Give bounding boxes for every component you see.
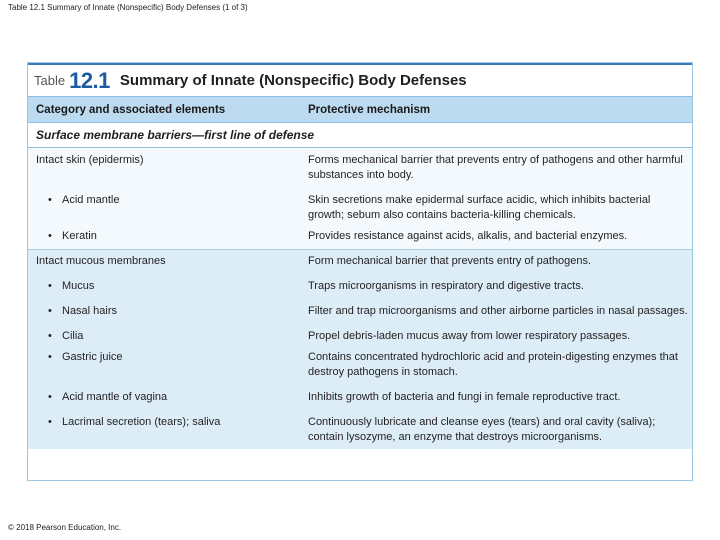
- table-row: [28, 304, 692, 319]
- element-cell: [28, 279, 308, 294]
- table-row-group: [28, 249, 692, 449]
- table-header-row: [28, 96, 692, 122]
- table-label-number: 12.1: [69, 67, 110, 93]
- mechanism-cell: Propel debris-laden mucus away from lower respiratory passages.: [308, 330, 631, 342]
- table-row: [28, 279, 692, 294]
- bullet-icon: •: [48, 416, 52, 428]
- mechanism-cell: Continuously lubricate and cleanse eyes (tears) and oral cavity (saliva); contain lysozyme, an enzyme that destroys microorganisms.: [308, 416, 656, 443]
- mechanism-cell: Provides resistance against acids, alkalis, and bacterial enzymes.: [308, 230, 628, 242]
- section-header: Surface membrane barriers—first line of defense: [28, 122, 692, 148]
- bullet-icon: •: [48, 230, 52, 242]
- element-cell: [28, 415, 308, 445]
- element-cell: [28, 229, 308, 244]
- element-label: Keratin: [62, 230, 97, 242]
- element-cell: [28, 329, 308, 344]
- column-header-category: Category and associated elements: [36, 103, 226, 116]
- table-body: [28, 148, 692, 449]
- mechanism-cell: Filter and trap microorganisms and other airborne particles in nasal passages.: [308, 305, 688, 317]
- table-row: [28, 229, 692, 244]
- mechanism-cell: Inhibits growth of bacteria and fungi in female reproductive tract.: [308, 391, 621, 403]
- element-label: Mucus: [62, 280, 95, 292]
- mechanism-cell: Traps microorganisms in respiratory and digestive tracts.: [308, 280, 584, 292]
- mechanism-cell: Form mechanical barrier that prevents entry of pathogens.: [308, 255, 592, 267]
- element-label: Lacrimal secretion (tears); saliva: [62, 416, 221, 428]
- element-label: Nasal hairs: [62, 305, 118, 317]
- bullet-icon: •: [48, 351, 52, 363]
- table-row: [28, 193, 692, 223]
- table-title-bar: [28, 63, 692, 96]
- element-label: Acid mantle of vagina: [62, 391, 168, 403]
- column-header-mechanism: Protective mechanism: [308, 103, 431, 116]
- copyright-notice: © 2018 Pearson Education, Inc.: [8, 523, 122, 532]
- element-label: Acid mantle: [62, 194, 120, 206]
- element-label: Cilia: [62, 330, 84, 342]
- element-label: Intact skin (epidermis): [36, 154, 144, 166]
- element-cell: [28, 350, 308, 380]
- summary-table: [27, 62, 693, 481]
- element-label: Gastric juice: [62, 351, 123, 363]
- table-row: [28, 390, 692, 405]
- table-row: [28, 254, 692, 269]
- table-row-group: [28, 148, 692, 249]
- element-label: Intact mucous membranes: [36, 255, 166, 267]
- element-cell: [28, 153, 308, 183]
- bullet-icon: •: [48, 305, 52, 317]
- bullet-icon: •: [48, 280, 52, 292]
- table-title: Summary of Innate (Nonspecific) Body Defenses: [119, 72, 467, 89]
- table-row: [28, 350, 692, 380]
- table-row: [28, 153, 692, 183]
- bullet-icon: •: [48, 194, 52, 206]
- table-label-word: Table: [34, 73, 66, 88]
- mechanism-cell: Contains concentrated hydrochloric acid and protein-digesting enzymes that destroy pathogens in stomach.: [308, 351, 678, 378]
- bullet-icon: •: [48, 330, 52, 342]
- element-cell: [28, 304, 308, 319]
- element-cell: [28, 193, 308, 223]
- table-row: [28, 415, 692, 445]
- element-cell: [28, 254, 308, 269]
- table-row: [28, 329, 692, 344]
- element-cell: [28, 390, 308, 405]
- mechanism-cell: Skin secretions make epidermal surface acidic, which inhibits bacterial growth; sebum also contains bacteria-killing chemicals.: [308, 194, 651, 221]
- slide-title: Table 12.1 Summary of Innate (Nonspecific) Body Defenses (1 of 3): [8, 3, 248, 12]
- bullet-icon: •: [48, 391, 52, 403]
- mechanism-cell: Forms mechanical barrier that prevents entry of pathogens and other harmful substances into body.: [308, 154, 683, 181]
